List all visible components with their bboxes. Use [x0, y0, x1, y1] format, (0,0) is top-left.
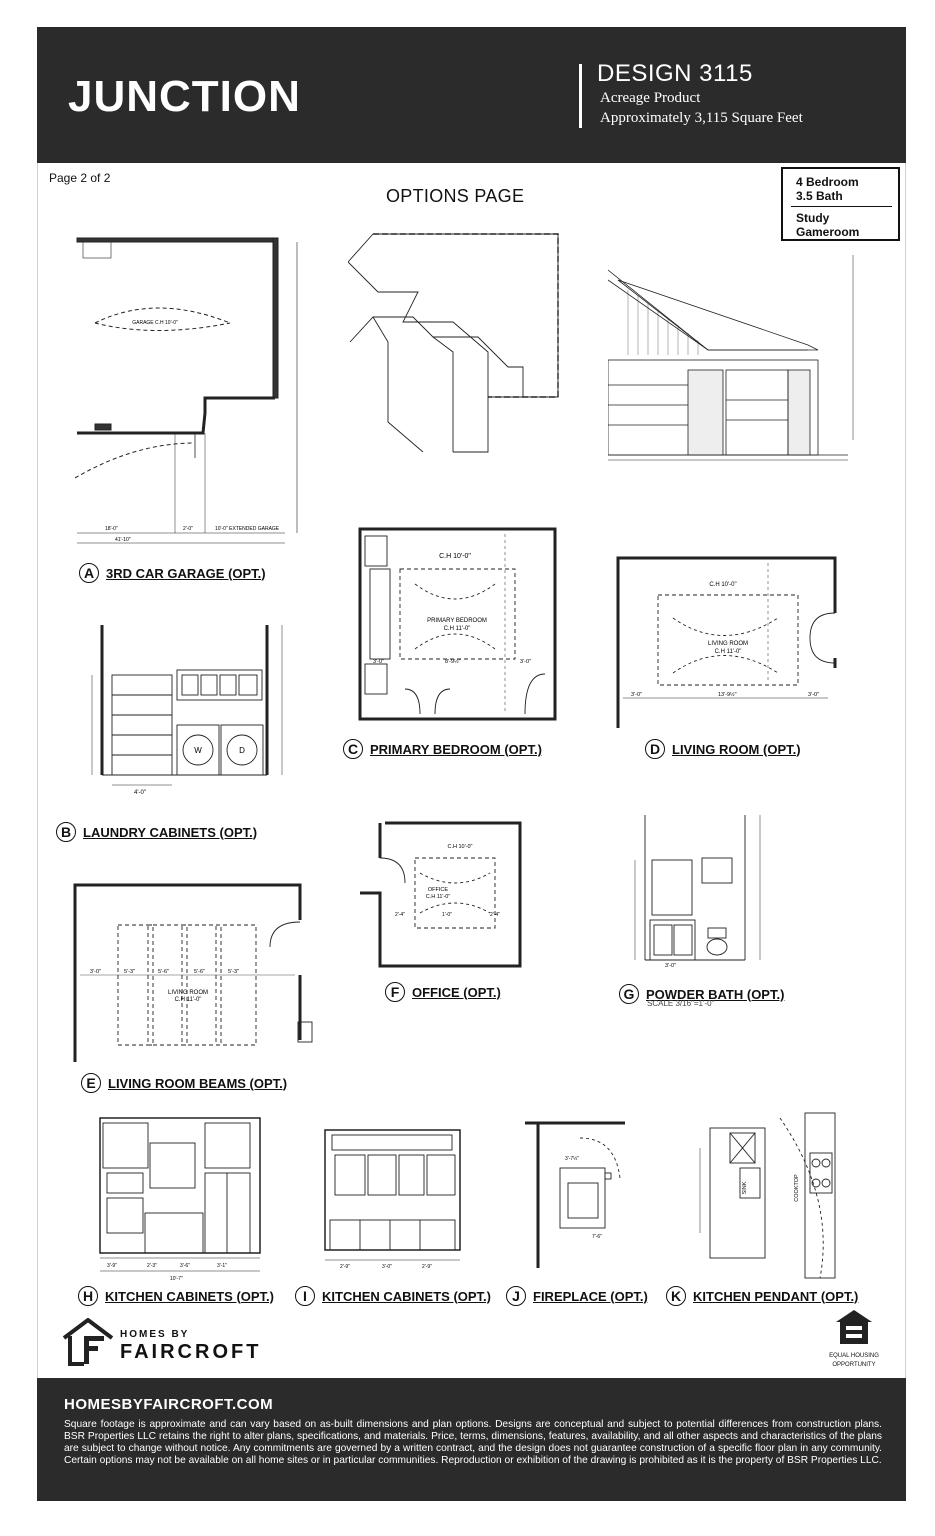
plan-j-letter: J — [506, 1286, 526, 1306]
svg-text:3'-9": 3'-9" — [107, 1263, 117, 1269]
header-divider — [579, 64, 582, 128]
svg-text:PRIMARY BEDROOM: PRIMARY BEDROOM — [427, 618, 487, 624]
spec-box — [781, 167, 900, 241]
options-roof-plan-drawing — [348, 222, 578, 462]
svg-text:3'-0": 3'-0" — [90, 969, 101, 975]
equal-housing-icon — [834, 1308, 874, 1346]
plan-g-powder-drawing — [620, 810, 770, 968]
svg-text:3'-0": 3'-0" — [808, 692, 819, 698]
svg-text:2'-0": 2'-0" — [183, 526, 193, 532]
plan-b-title: LAUNDRY CABINETS (OPT.) — [83, 824, 258, 840]
svg-text:2'-4": 2'-4" — [490, 912, 500, 918]
svg-text:5'-3": 5'-3" — [228, 969, 239, 975]
plan-d-letter: D — [645, 739, 665, 759]
plan-name: JUNCTION — [68, 72, 301, 121]
plan-e-label — [81, 1073, 287, 1093]
disclaimer-text: Square footage is approximate and can vary based on as-built dimensions and plan options. Designs are conceptual and subject to potential differences from construction plans. BSR Properties LLC retains the right to alter plans, specifications, and materials. Price, terms, dimensions, features, availability, and all other aspects and characteristics of the plans are subject to change without notice. Any commitments are governed by a written contract, and the design does not guarantee construction of a specific floor plan in any community. Certain options may not be available on all home sites or in particular communities. Reproduction or exhibition of the drawing is prohibited as it is the property of BSR Properties LLC. — [64, 1419, 882, 1466]
garage-elevation-drawing — [608, 250, 868, 465]
plan-g-title: POWDER BATH (OPT.) — [646, 986, 785, 1002]
svg-text:D: D — [239, 746, 245, 755]
equal-housing-line1: EQUAL HOUSING — [829, 1353, 879, 1359]
plan-f-office-drawing — [360, 818, 525, 970]
svg-text:1'-0": 1'-0" — [442, 912, 452, 918]
plan-k-title: KITCHEN PENDANT (OPT.) — [693, 1288, 859, 1304]
plan-i-letter: I — [295, 1286, 315, 1306]
svg-text:OFFICE: OFFICE — [427, 887, 449, 893]
plan-c-title: PRIMARY BEDROOM (OPT.) — [370, 741, 542, 757]
svg-text:3'-1": 3'-1" — [217, 1263, 227, 1269]
svg-text:3'-0": 3'-0" — [520, 659, 531, 665]
svg-text:13'-9½": 13'-9½" — [718, 692, 737, 698]
svg-text:SINK: SINK — [742, 1181, 748, 1195]
svg-text:C.H 11'-0": C.H 11'-0" — [425, 894, 451, 900]
plan-h-kitchen-drawing — [85, 1113, 275, 1283]
plan-i-label — [295, 1286, 491, 1306]
plan-k-pendant-drawing — [690, 1108, 840, 1283]
svg-text:7'-6": 7'-6" — [592, 1234, 602, 1240]
plan-b-label — [56, 822, 257, 842]
svg-text:C.H 10'-0": C.H 10'-0" — [439, 553, 471, 560]
svg-text:COOKTOP: COOKTOP — [794, 1174, 800, 1202]
svg-text:3'-6": 3'-6" — [180, 1263, 190, 1269]
page-number: Page 2 of 2 — [49, 171, 111, 185]
plan-h-label — [78, 1286, 274, 1306]
svg-text:5'-3": 5'-3" — [124, 969, 135, 975]
svg-text:C.H 11'-0": C.H 11'-0" — [714, 649, 742, 655]
plan-h-title: KITCHEN CABINETS (OPT.) — [105, 1288, 274, 1304]
svg-text:3'-0": 3'-0" — [382, 1264, 392, 1270]
square-footage: Approximately 3,115 Square Feet — [600, 110, 803, 126]
house-logo-icon — [62, 1318, 114, 1366]
plan-f-title: OFFICE (OPT.) — [412, 984, 501, 1000]
plan-a-label — [79, 563, 266, 583]
spec-baths: 3.5 Bath — [796, 189, 843, 203]
plan-g-scale: SCALE 3/16"=1'-0" — [647, 999, 715, 1008]
plan-e-letter: E — [81, 1073, 101, 1093]
svg-text:C.H 11'-0": C.H 11'-0" — [174, 997, 202, 1003]
plan-e-title: LIVING ROOM BEAMS (OPT.) — [108, 1075, 288, 1091]
website-link[interactable]: HOMESBYFAIRCROFT.COM — [64, 1396, 274, 1413]
svg-text:18'-0": 18'-0" — [105, 526, 118, 532]
plan-f-label — [385, 982, 501, 1002]
logo-faircroft: FAIRCROFT — [120, 1341, 262, 1363]
svg-text:2'-9": 2'-9" — [340, 1264, 350, 1270]
equal-housing-logo — [827, 1308, 881, 1369]
svg-text:2'-3": 2'-3" — [147, 1263, 157, 1269]
plan-i-title: KITCHEN CABINETS (OPT.) — [322, 1288, 491, 1304]
svg-text:C.H 10'-0": C.H 10'-0" — [709, 582, 737, 588]
plan-d-living-drawing — [613, 553, 838, 731]
svg-text:3'-0": 3'-0" — [665, 963, 676, 968]
svg-text:3'-0": 3'-0" — [631, 692, 642, 698]
svg-text:2'-9": 2'-9" — [422, 1264, 432, 1270]
svg-text:5'-6": 5'-6" — [158, 969, 169, 975]
svg-text:10'-0" EXTENDED GARAGE: 10'-0" EXTENDED GARAGE — [215, 526, 280, 532]
faircroft-logo — [62, 1318, 262, 1371]
svg-text:GARAGE C.H 10'-0": GARAGE C.H 10'-0" — [132, 320, 178, 326]
plan-j-fireplace-drawing — [520, 1118, 630, 1278]
svg-text:41'-10": 41'-10" — [115, 537, 131, 543]
plan-a-letter: A — [79, 563, 99, 583]
svg-text:5'-6": 5'-6" — [194, 969, 205, 975]
plan-d-title: LIVING ROOM (OPT.) — [672, 741, 801, 757]
plan-i-kitchen-drawing — [310, 1125, 470, 1275]
plan-j-label — [506, 1286, 648, 1306]
plan-c-label — [343, 739, 542, 759]
plan-b-laundry-drawing — [72, 625, 292, 797]
plan-h-letter: H — [78, 1286, 98, 1306]
svg-text:3'-0": 3'-0" — [373, 659, 384, 665]
svg-text:C.H 11'-0": C.H 11'-0" — [443, 626, 471, 632]
plan-f-letter: F — [385, 982, 405, 1002]
product-type: Acreage Product — [600, 90, 701, 106]
page-title: OPTIONS PAGE — [386, 186, 525, 206]
design-number: DESIGN 3115 — [597, 60, 753, 87]
svg-text:3'-7½": 3'-7½" — [565, 1156, 580, 1162]
plan-d-label — [645, 739, 801, 759]
svg-text:8'-9½": 8'-9½" — [445, 659, 461, 665]
svg-text:LIVING ROOM: LIVING ROOM — [167, 990, 209, 996]
svg-text:2'-4": 2'-4" — [395, 912, 405, 918]
plan-k-label — [666, 1286, 858, 1306]
spec-gameroom: Gameroom — [796, 225, 860, 239]
svg-text:LIVING ROOM: LIVING ROOM — [707, 641, 749, 647]
logo-homes-by: HOMES BY — [120, 1329, 190, 1340]
plan-e-beams-drawing — [70, 880, 315, 1065]
svg-text:W: W — [194, 746, 202, 755]
plan-b-letter: B — [56, 822, 76, 842]
plan-j-title: FIREPLACE (OPT.) — [533, 1288, 648, 1304]
plan-c-letter: C — [343, 739, 363, 759]
spec-bedrooms: 4 Bedroom — [796, 175, 859, 189]
plan-c-bedroom-drawing — [355, 524, 560, 724]
plan-g-letter: G — [619, 984, 639, 1004]
plan-a-garage-drawing — [75, 228, 315, 550]
svg-text:10'-7": 10'-7" — [170, 1276, 183, 1282]
plan-a-title: 3RD CAR GARAGE (OPT.) — [106, 565, 266, 581]
plan-k-letter: K — [666, 1286, 686, 1306]
spec-study: Study — [796, 211, 830, 225]
svg-text:4'-0": 4'-0" — [134, 790, 146, 796]
spec-divider — [791, 206, 892, 207]
svg-text:C.H 10'-0": C.H 10'-0" — [447, 844, 473, 850]
equal-housing-line2: OPPORTUNITY — [832, 1362, 876, 1368]
